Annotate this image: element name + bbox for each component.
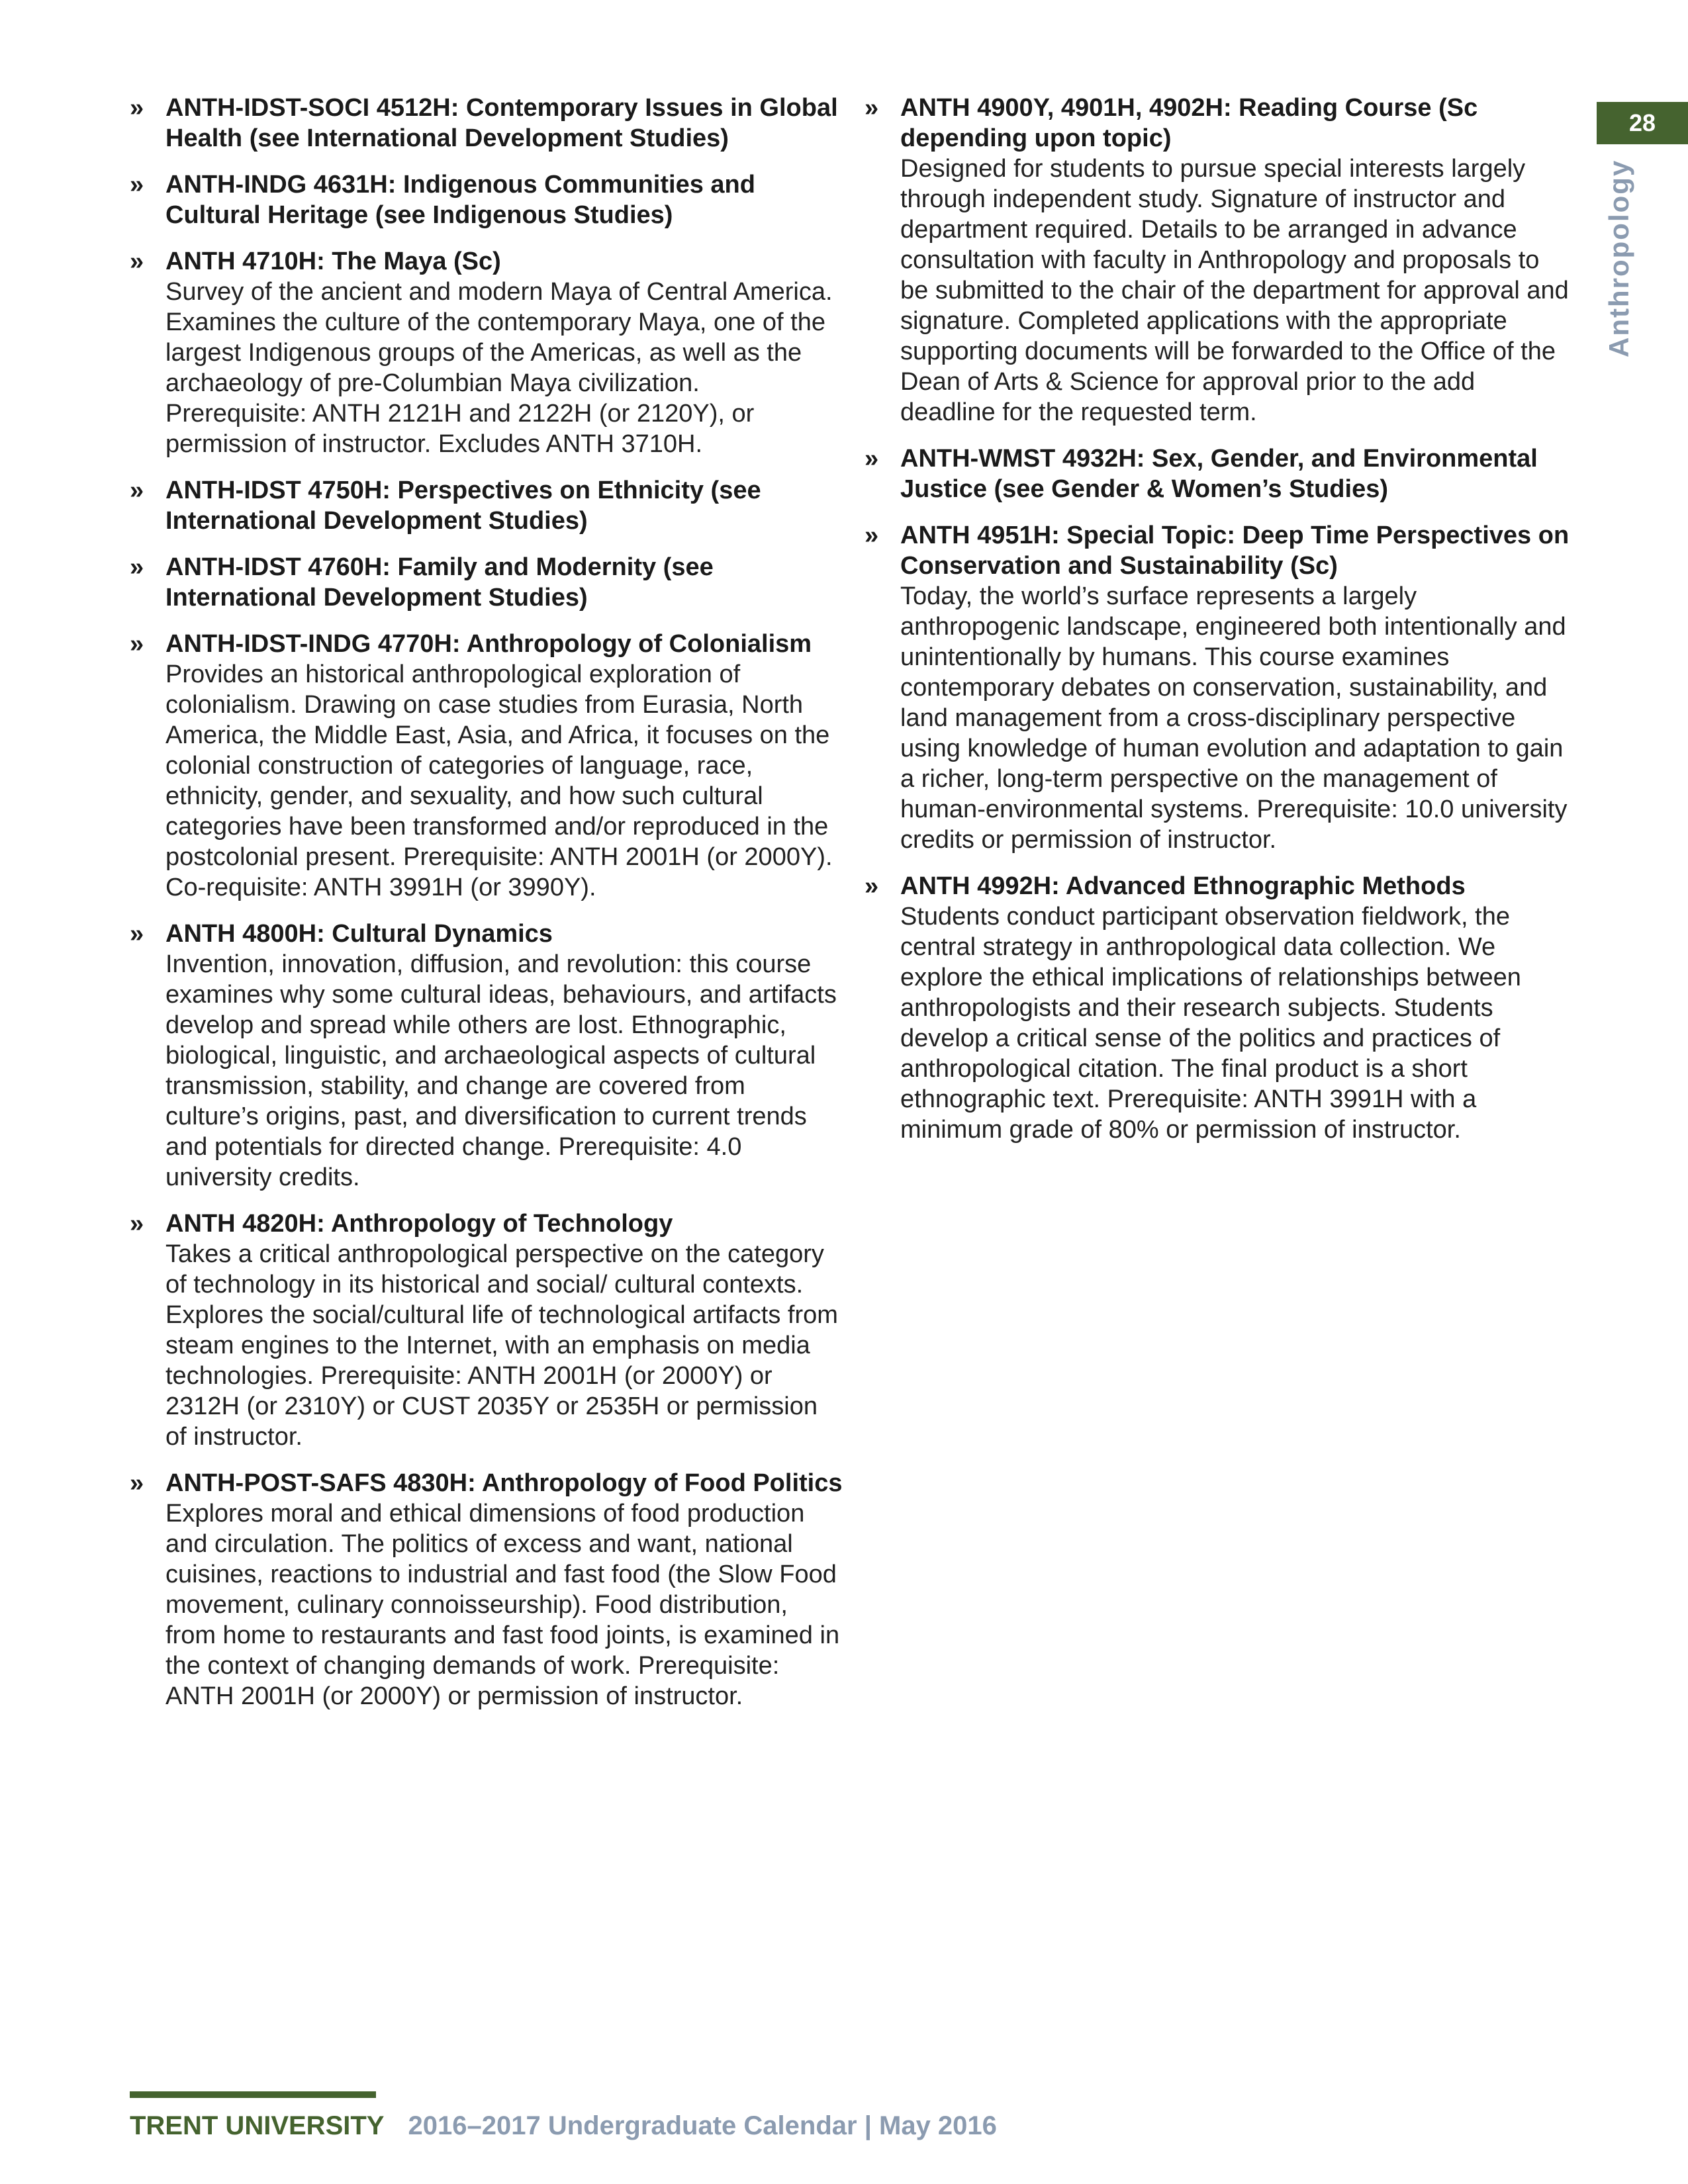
bullet-icon: » <box>130 248 144 275</box>
course-entry <box>130 552 845 613</box>
bullet-icon: » <box>130 630 144 658</box>
course-description: Designed for students to pursue special interests largely through independent study. Signature of instructor and department required. Details to be arranged in advance consultation with faculty in Anthropology and proposals to be submitted to the chair of the department for approval and signature. Completed applications with the appropriate supporting documents will be forwarded to the Office of the Dean of Arts & Science for approval prior to the add deadline for the requested term. <box>900 155 1569 426</box>
bullet-icon: » <box>130 477 144 504</box>
right-column <box>865 93 1573 1161</box>
bullet-icon: » <box>865 94 879 122</box>
bullet-icon: » <box>130 171 144 199</box>
course-title: ANTH 4820H: Anthropology of Technology <box>165 1210 673 1238</box>
course-title: ANTH 4900Y, 4901H, 4902H: Reading Course (Sc depending upon topic) <box>900 94 1478 152</box>
course-description: Today, the world’s surface represents a largely anthropogenic landscape, engineered both intentionally and unintentionally by humans. This course examines contemporary debates on conservation, sustainability, and land management from a cross-disciplinary perspective using knowledge of human evolution and adaptation to gain a richer, long-term perspective on the management of human-environmental systems. Prerequisite: 10.0 university credits or permission of instructor. <box>900 582 1568 854</box>
course-description: Provides an historical anthropological exploration of colonialism. Drawing on case studies from Eurasia, North America, the Middle East, Asia, and Africa, it focuses on the colonial construction of categories of language, race, ethnicity, gender, and sexuality, and how such cultural categories have been transformed and/or reproduced in the postcolonial present. Prerequisite: ANTH 2001H (or 2000Y). Co-requisite: ANTH 3991H (or 3990Y). <box>165 660 833 901</box>
course-title: ANTH 4951H: Special Topic: Deep Time Perspectives on Conservation and Sustainability (Sc) <box>900 522 1570 580</box>
course-entry <box>130 1208 845 1452</box>
course-title: ANTH-IDST-SOCI 4512H: Contemporary Issues in Global Health (see International Development Studies) <box>165 94 838 152</box>
course-entry <box>130 919 845 1193</box>
course-title: ANTH-IDST-INDG 4770H: Anthropology of Colonialism <box>165 630 812 658</box>
course-entry <box>130 246 845 459</box>
footer-rule <box>130 2091 376 2098</box>
bullet-icon: » <box>130 94 144 122</box>
bullet-icon: » <box>130 1210 144 1238</box>
course-title: ANTH-POST-SAFS 4830H: Anthropology of Food Politics <box>165 1469 843 1497</box>
course-entry <box>865 871 1573 1145</box>
bullet-icon: » <box>865 522 879 549</box>
course-entry <box>130 1468 845 1711</box>
course-title: ANTH-WMST 4932H: Sex, Gender, and Environmental Justice (see Gender & Women’s Studies) <box>900 445 1538 503</box>
course-entry <box>130 475 845 536</box>
bullet-icon: » <box>130 553 144 581</box>
course-description: Survey of the ancient and modern Maya of Central America. Examines the culture of the contemporary Maya, one of the largest Indigenous groups of the Americas, as well as the archaeology of pre-Columbian Maya civilization. Prerequisite: ANTH 2121H and 2122H (or 2120Y), or permission of instructor. Excludes ANTH 3710H. <box>165 278 833 458</box>
left-column <box>130 93 845 1727</box>
course-title: ANTH-IDST 4750H: Perspectives on Ethnicity (see International Development Studies) <box>165 477 761 535</box>
bullet-icon: » <box>865 872 879 900</box>
course-description: Explores moral and ethical dimensions of food production and circulation. The politics of excess and want, national cuisines, reactions to industrial and fast food (the Slow Food movement, culinary connoisseurship). Food distribution, from home to restaurants and fast food joints, is examined in the context of changing demands of work. Prerequisite: ANTH 2001H (or 2000Y) or permission of instructor. <box>165 1500 840 1710</box>
course-entry <box>865 93 1573 428</box>
course-entry <box>865 520 1573 855</box>
footer-organization: TRENT UNIVERSITY <box>130 2111 385 2140</box>
course-description: Students conduct participant observation fieldwork, the central strategy in anthropological data collection. We explore the ethical implications of relationships between anthropologists and their research subjects. Students develop a critical sense of the politics and practices of anthropological citation. The final product is a short ethnographic text. Prerequisite: ANTH 3991H with a minimum grade of 80% or permission of instructor. <box>900 903 1521 1144</box>
course-title: ANTH 4992H: Advanced Ethnographic Methods <box>900 872 1466 900</box>
course-title: ANTH 4800H: Cultural Dynamics <box>165 920 553 948</box>
course-description: Invention, innovation, diffusion, and revolution: this course examines why some cultural ideas, behaviours, and artifacts develop and spread while others are lost. Ethnographic, biological, linguistic, and archaeological aspects of cultural transmission, stability, and change are covered from culture’s origins, past, and diversification to current trends and potentials for directed change. Prerequisite: 4.0 university credits. <box>165 950 837 1191</box>
course-entry <box>865 443 1573 504</box>
course-title: ANTH-INDG 4631H: Indigenous Communities and Cultural Heritage (see Indigenous Studies) <box>165 171 755 229</box>
course-entry <box>130 169 845 230</box>
bullet-icon: » <box>130 1469 144 1497</box>
course-description: Takes a critical anthropological perspective on the category of technology in its historical and social/ cultural contexts. Explores the social/cultural life of technological artifacts from steam engines to the Internet, with an emphasis on media technologies. Prerequisite: ANTH 2001H (or 2000Y) or 2312H (or 2310Y) or CUST 2035Y or 2535H or permission of instructor. <box>165 1240 838 1451</box>
footer-calendar: 2016–2017 Undergraduate Calendar | May 2016 <box>408 2111 997 2140</box>
bullet-icon: » <box>865 445 879 473</box>
section-label: Anthropology <box>1603 159 1634 357</box>
course-title: ANTH 4710H: The Maya (Sc) <box>165 248 501 275</box>
course-title: ANTH-IDST 4760H: Family and Modernity (see International Development Studies) <box>165 553 714 612</box>
page-number-badge: 28 <box>1597 102 1688 144</box>
course-entry <box>130 93 845 154</box>
course-entry <box>130 629 845 903</box>
bullet-icon: » <box>130 920 144 948</box>
footer <box>130 2111 997 2141</box>
